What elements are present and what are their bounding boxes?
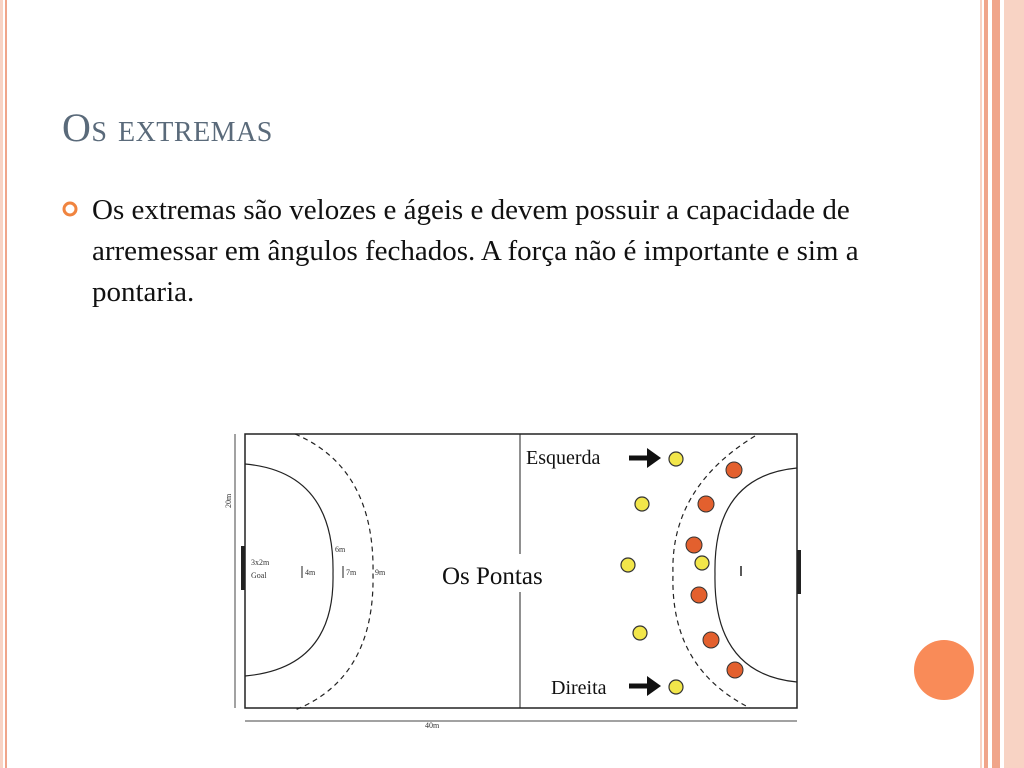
defender-player	[727, 662, 743, 678]
right-border-stripe	[992, 0, 1000, 768]
left-goal	[241, 546, 245, 590]
right-wing-label: Direita	[551, 677, 607, 699]
bullet-list	[62, 190, 902, 313]
attacker-player	[695, 556, 709, 570]
slide-title: Os extremas	[62, 105, 273, 150]
right-border-stripe	[1004, 0, 1024, 768]
defender-player	[691, 587, 707, 603]
attacker-player	[621, 558, 635, 572]
width-dimension-label: 20m	[224, 493, 233, 508]
left-border-stripe	[5, 0, 7, 768]
left-goal-area-line	[245, 464, 333, 676]
attacker-player	[669, 680, 683, 694]
bullet-text: Os extremas são velozes e ágeis e devem possuir a capacidade de arremessar em ângulos fechados. A força não é importante e sim a pontaria.	[92, 194, 859, 308]
arrow-right-icon	[629, 676, 661, 696]
handball-court-diagram	[225, 428, 815, 738]
attacker-player	[669, 452, 683, 466]
attacker-player	[633, 626, 647, 640]
right-border-stripe	[984, 0, 988, 768]
left-wing-label: Esquerda	[526, 447, 601, 469]
defender-player	[698, 496, 714, 512]
left-border-stripe	[0, 0, 3, 768]
bullet-circle-icon	[62, 201, 78, 217]
defender-player	[726, 462, 742, 478]
right-goal-area-line	[715, 468, 797, 682]
left-border-decoration	[0, 0, 8, 768]
defender-player	[703, 632, 719, 648]
mark-6m-label: 6m	[335, 545, 346, 554]
center-label: Os Pontas	[442, 563, 543, 590]
attacker-player	[635, 497, 649, 511]
arrow-right-icon	[629, 448, 661, 468]
right-border-stripe	[980, 0, 982, 768]
right-border-decoration	[976, 0, 1024, 768]
right-goal	[797, 550, 801, 594]
goal-label: Goal	[251, 571, 267, 580]
mark-7m-label: 7m	[346, 568, 357, 577]
decorative-circle	[914, 640, 974, 700]
length-dimension-label: 40m	[425, 721, 440, 730]
mark-4m-label: 4m	[305, 568, 316, 577]
mark-9m-label: 9m	[375, 568, 386, 577]
defender-player	[686, 537, 702, 553]
goal-size-label: 3x2m	[251, 558, 270, 567]
